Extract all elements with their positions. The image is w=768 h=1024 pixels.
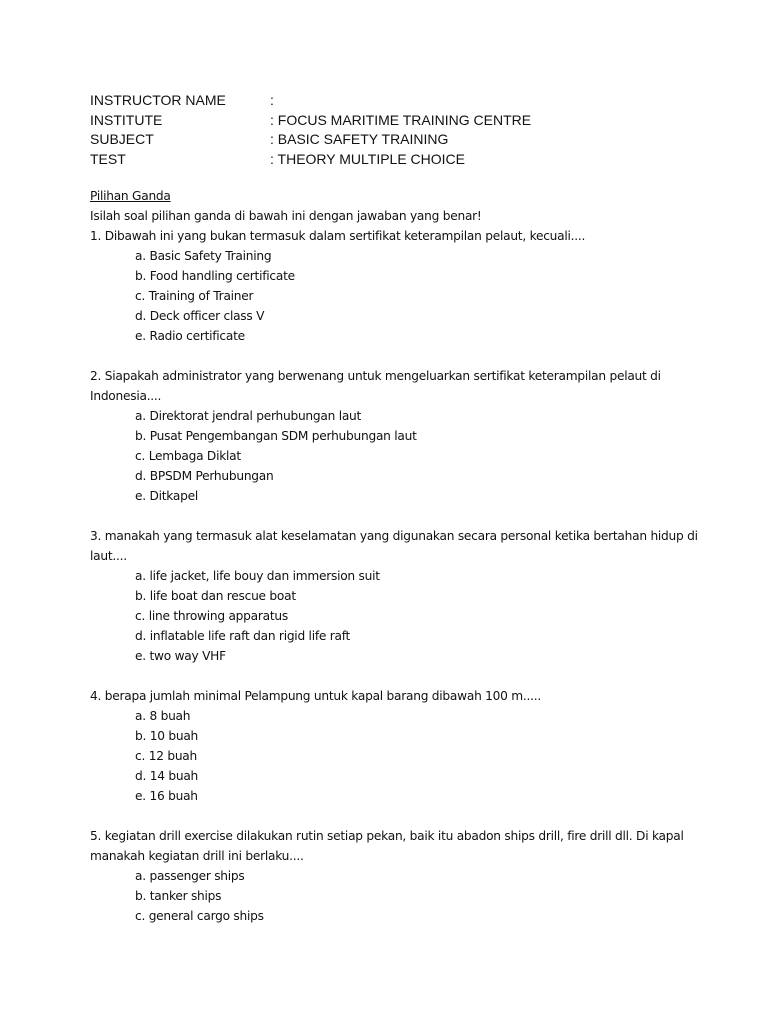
header-label: INSTITUTE <box>90 111 163 128</box>
option-a: a. passenger ships <box>135 869 245 883</box>
option-b: b. life boat dan rescue boat <box>135 589 296 603</box>
question-text: 1. Dibawah ini yang bukan termasuk dalam sertifikat keterampilan pelaut, kecuali.... <box>90 229 586 243</box>
question-text: 2. Siapakah administrator yang berwenang untuk mengeluarkan sertifikat keterampilan pelaut di <box>90 369 661 383</box>
option-e: e. Ditkapel <box>135 489 198 503</box>
header-row-instructor <box>90 91 710 111</box>
header-value: : FOCUS MARITIME TRAINING CENTRE <box>270 111 532 128</box>
header-row-institute <box>90 111 710 131</box>
question-text-cont: Indonesia.... <box>90 389 162 403</box>
question-text-cont: manakah kegiatan drill ini berlaku.... <box>90 849 304 863</box>
header-value: : BASIC SAFETY TRAINING <box>270 131 449 147</box>
option-e: e. 16 buah <box>135 789 198 803</box>
question-2 <box>90 366 680 506</box>
header-value: : <box>270 92 274 108</box>
option-b: b. 10 buah <box>135 729 199 743</box>
option-e: e. Radio certificate <box>135 329 245 343</box>
option-c: c. 12 buah <box>135 749 197 763</box>
option-c: c. general cargo ships <box>135 909 264 923</box>
spacer <box>90 806 680 826</box>
option-a: a. 8 buah <box>135 709 191 723</box>
header-label: TEST <box>90 150 126 167</box>
option-a: a. Basic Safety Training <box>135 249 272 263</box>
question-3 <box>90 526 698 666</box>
option-c: c. Training of Trainer <box>135 289 254 303</box>
header-row-subject <box>90 130 710 150</box>
option-d: d. Deck officer class V <box>135 309 265 323</box>
option-a: a. life jacket, life bouy dan immersion suit <box>135 569 380 583</box>
question-4 <box>90 686 680 806</box>
option-c: c. Lembaga Diklat <box>135 449 241 463</box>
question-text-cont: laut.... <box>90 549 127 563</box>
spacer <box>90 506 680 526</box>
option-b: b. tanker ships <box>135 889 222 903</box>
section-title: Pilihan Ganda <box>90 189 171 203</box>
question-text: 5. kegiatan drill exercise dilakukan rutin setiap pekan, baik itu abadon ships drill, fire drill dll. Di kapal <box>90 829 684 843</box>
option-b: b. Food handling certificate <box>135 269 295 283</box>
option-e: e. two way VHF <box>135 649 226 663</box>
header-label: INSTRUCTOR NAME <box>90 92 226 108</box>
option-c: c. line throwing apparatus <box>135 609 288 623</box>
question-text: 3. manakah yang termasuk alat keselamatan yang digunakan secara personal ketika bertahan hidup di <box>90 529 698 543</box>
questions-body <box>90 186 698 926</box>
instruction-text: Isilah soal pilihan ganda di bawah ini dengan jawaban yang benar! <box>90 209 482 223</box>
header-row-test <box>90 150 710 170</box>
question-1 <box>90 226 680 346</box>
option-b: b. Pusat Pengembangan SDM perhubungan laut <box>135 429 417 443</box>
spacer <box>90 346 680 366</box>
header-value: : THEORY MULTIPLE CHOICE <box>270 150 466 167</box>
question-text: 4. berapa jumlah minimal Pelampung untuk kapal barang dibawah 100 m..... <box>90 689 542 703</box>
spacer <box>90 666 680 686</box>
option-d: d. 14 buah <box>135 769 199 783</box>
option-a: a. Direktorat jendral perhubungan laut <box>135 409 362 423</box>
option-d: d. BPSDM Perhubungan <box>135 469 274 483</box>
header-label: SUBJECT <box>90 131 154 147</box>
option-d: d. inflatable life raft dan rigid life raft <box>135 629 351 643</box>
header-block <box>90 91 710 169</box>
question-5 <box>90 826 684 926</box>
